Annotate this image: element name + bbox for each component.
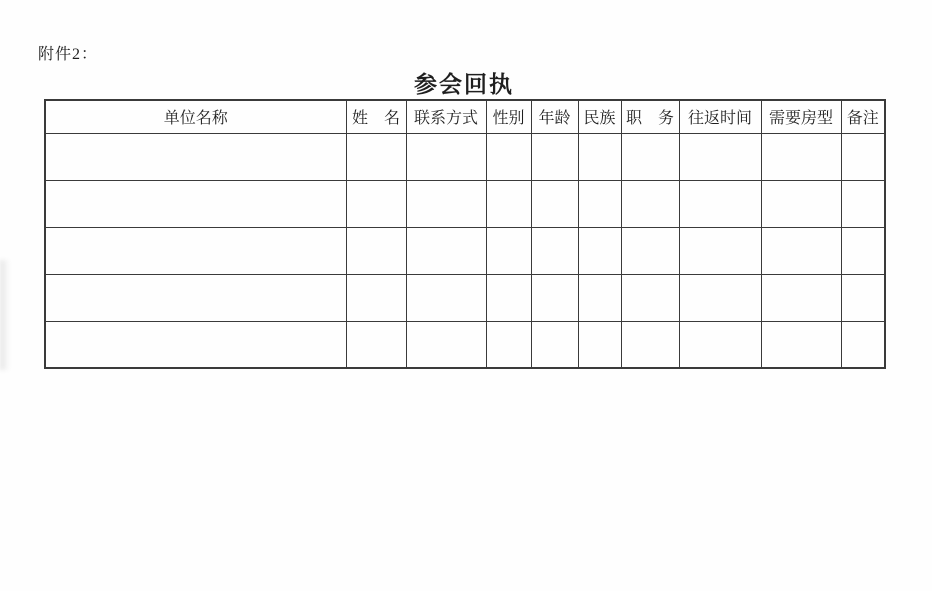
table-cell [578,274,621,321]
table-cell [406,321,486,368]
page-title: 参会回执 [414,72,514,97]
table-cell [761,180,841,227]
table-cell [346,274,406,321]
scan-shadow-artifact [0,260,10,370]
table-cell [761,321,841,368]
header-room-type: 需要房型 [761,100,841,133]
table-cell [578,180,621,227]
header-ethnicity: 民族 [578,100,621,133]
table-cell [578,321,621,368]
table-row [45,274,885,321]
table-cell [45,133,346,180]
table-cell [486,180,531,227]
table-cell [45,274,346,321]
table-cell [761,133,841,180]
table-cell [346,133,406,180]
header-name: 姓 名 [346,100,406,133]
table-cell [486,227,531,274]
table-cell [679,227,761,274]
table-cell [621,321,679,368]
header-remarks: 备注 [841,100,885,133]
table-cell [679,274,761,321]
table-row [45,227,885,274]
table-cell [761,274,841,321]
header-unit-name: 单位名称 [45,100,346,133]
header-position: 职 务 [621,100,679,133]
header-age: 年龄 [531,100,578,133]
table-cell [486,321,531,368]
table-cell [841,180,885,227]
table-cell [531,274,578,321]
return-form-table [44,99,886,369]
table-cell [45,180,346,227]
table-cell [45,321,346,368]
table-cell [531,133,578,180]
table-cell [841,274,885,321]
table-cell [531,321,578,368]
table-cell [346,227,406,274]
table-cell [346,321,406,368]
table-cell [841,133,885,180]
table-row [45,321,885,368]
table-cell [679,321,761,368]
table-cell [621,133,679,180]
table-cell [621,274,679,321]
table-cell [761,227,841,274]
table-cell [486,133,531,180]
table-cell [45,227,346,274]
table-cell [486,274,531,321]
table-cell [621,227,679,274]
attachment-label: 附件2： [38,46,99,63]
table-cell [679,180,761,227]
table-cell [531,180,578,227]
table-cell [841,321,885,368]
table-cell [406,274,486,321]
table-cell [578,133,621,180]
table-row [45,180,885,227]
table-cell [621,180,679,227]
table-cell [406,227,486,274]
table-header-row [45,100,885,133]
header-travel-time: 往返时间 [679,100,761,133]
header-gender: 性别 [486,100,531,133]
table-cell [406,133,486,180]
table-cell [346,180,406,227]
table-cell [531,227,578,274]
table-cell [578,227,621,274]
table-cell [679,133,761,180]
table-row [45,133,885,180]
header-contact: 联系方式 [406,100,486,133]
table-cell [841,227,885,274]
table-cell [406,180,486,227]
